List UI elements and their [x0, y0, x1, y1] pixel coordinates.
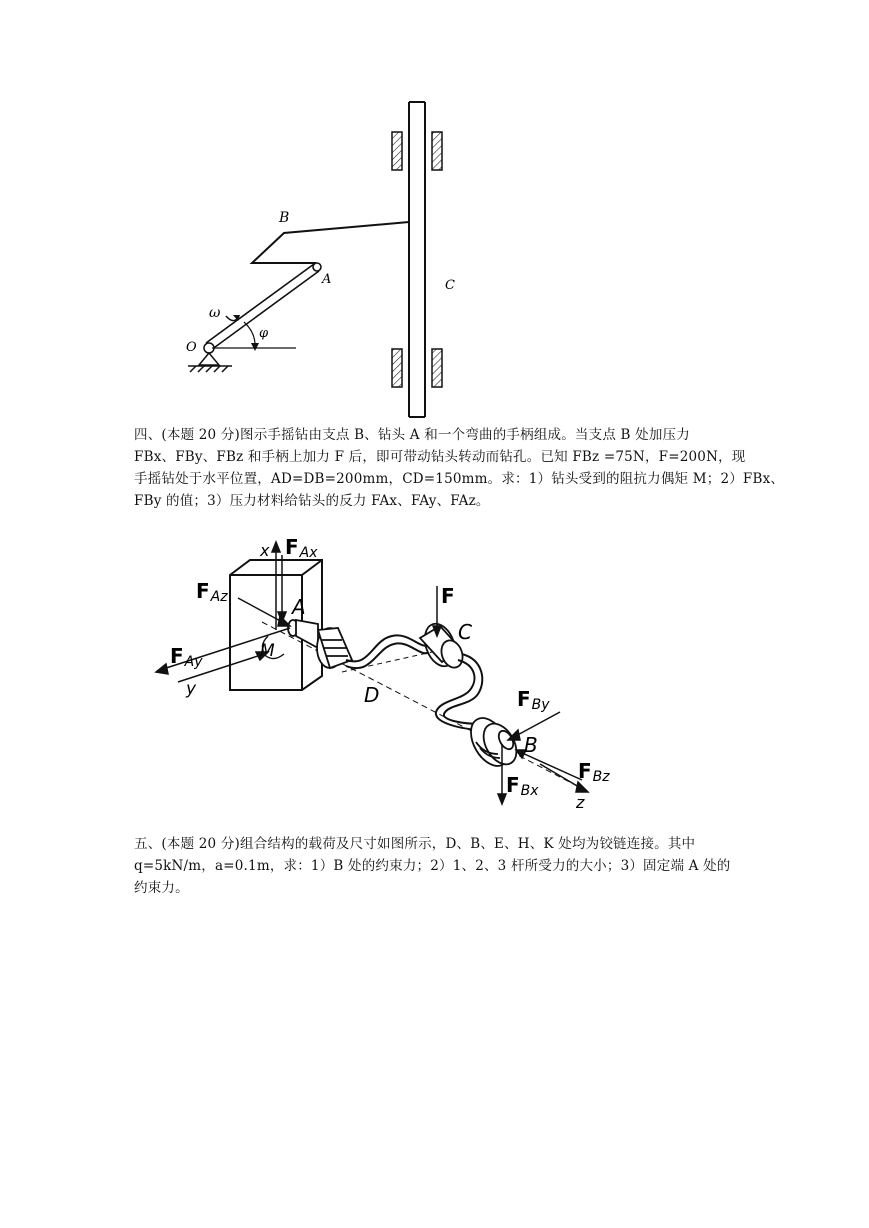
mechanism-figure	[0, 0, 869, 425]
problem-4-line-1: 四、(本题 20 分)图示手摇钻由支点 B、钻头 A 和一个弯曲的手柄组成。当支点 B 处加压力	[134, 427, 690, 443]
angle-arrow	[251, 343, 259, 351]
label-B: B	[279, 210, 290, 226]
label-F-Az: FAz	[196, 579, 228, 605]
label-C: C	[445, 278, 455, 293]
label-D: D	[364, 683, 380, 707]
shaft	[409, 102, 425, 417]
label-x: x	[260, 541, 270, 560]
label-A: A	[322, 272, 332, 287]
label-O: O	[186, 340, 197, 355]
label-A: A	[292, 595, 306, 619]
label-F-Ay: FAy	[170, 644, 203, 670]
label-F-Ax: FAx	[285, 535, 318, 561]
label-omega: ω	[209, 305, 221, 321]
problem-4-line-2: FBx、FBy、FBz 和手柄上加力 F 后，即可带动钻头转动而钻孔。已知 FBz =75N，F=200N，现	[134, 449, 746, 465]
head-B	[463, 711, 523, 772]
problem-5-line-3: 约束力。	[134, 880, 189, 896]
label-F-By: FBy	[517, 687, 550, 713]
label-F: F	[441, 584, 455, 608]
label-C: C	[458, 620, 472, 644]
label-y: y	[186, 679, 197, 699]
label-M: M	[260, 641, 275, 661]
problem-4-text	[134, 424, 785, 512]
problem-4-line-3: 手摇钻处于水平位置，AD=DB=200mm，CD=150mm。求：1）钻头受到的阻抗力偶矩 M；2）FBx、	[134, 471, 785, 487]
hand-drill-figure	[0, 520, 869, 820]
problem-4-line-4: FBy 的值；3）压力材料给钻头的反力 FAx、FAy、FAz。	[134, 493, 490, 509]
bearing-guides	[392, 132, 442, 387]
crank-handle	[346, 635, 430, 668]
rocker-arm	[252, 222, 409, 263]
label-F-Bx: FBx	[506, 773, 539, 799]
label-B: B	[524, 733, 538, 757]
problem-5-line-1: 五、(本题 20 分)组合结构的载荷及尺寸如图所示，D、B、E、H、K 处均为铰链连接。其中	[134, 836, 696, 852]
problem-5-line-2: q=5kN/m，a=0.1m，求：1）B 处的约束力；2）1、2、3 杆所受力的大小；3）固定端 A 处的	[134, 858, 731, 874]
force-arrows	[156, 542, 588, 804]
label-z: z	[576, 793, 585, 812]
label-F-Bz: FBz	[578, 759, 610, 785]
problem-5-text	[134, 833, 744, 899]
label-phi: φ	[259, 326, 269, 341]
